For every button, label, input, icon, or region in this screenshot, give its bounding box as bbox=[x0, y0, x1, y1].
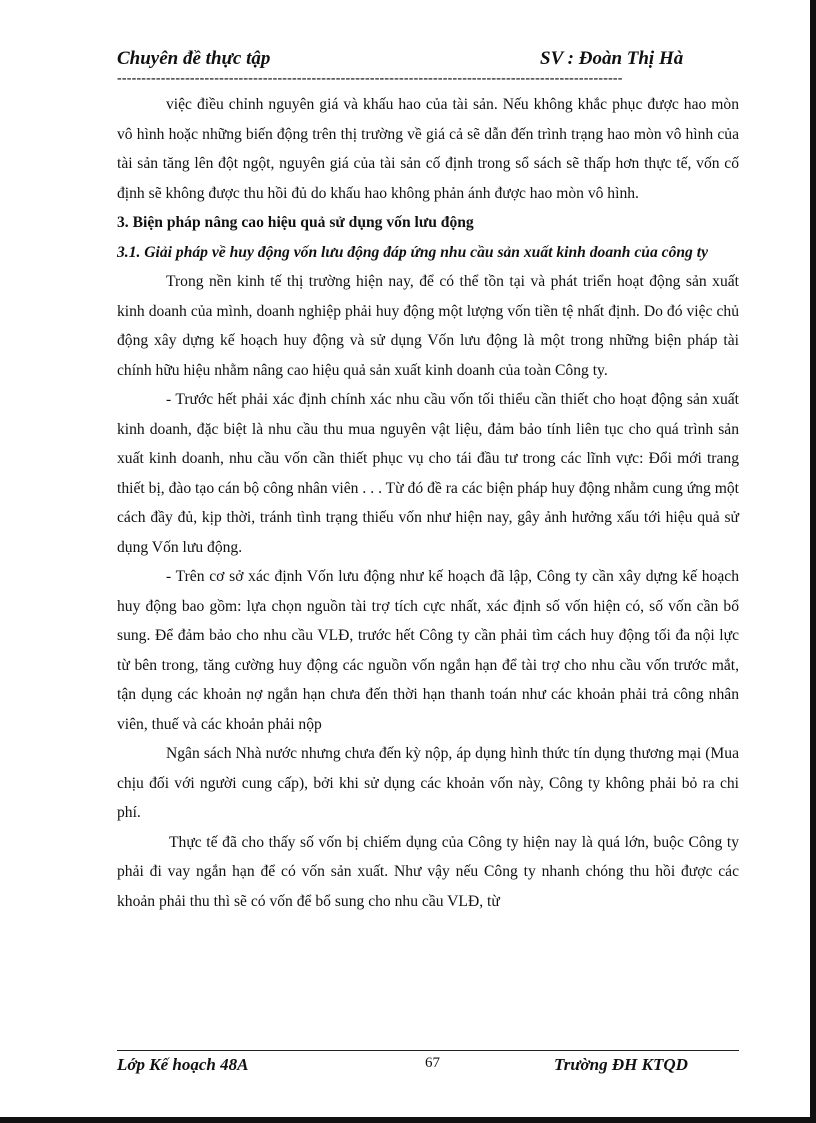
page-footer bbox=[117, 1055, 739, 1079]
paragraph: Ngân sách Nhà nước nhưng chưa đến kỳ nộp, áp dụng hình thức tín dụng thương mại (Mua chịu đối với người cung cấp), bởi khi sử dụng các khoản vốn này, Công ty không phải bỏ ra chi phí. bbox=[117, 745, 739, 821]
paragraph: Trong nền kinh tế thị trường hiện nay, để có thể tồn tại và phát triển hoạt động sản xuất kinh doanh của mình, doanh nghiệp phải huy động một lượng vốn tiền tệ nhất định. Do đó việc chủ động xây dựng kế hoạch huy động và sử dụng Vốn lưu động là một trong những biện pháp tài chính hữu hiệu nhằm nâng cao hiệu quả sản xuất kinh doanh của toàn Công ty. bbox=[117, 273, 739, 379]
header-dashed-rule: -------------------------------------------------------------------------------------------------------- bbox=[117, 72, 623, 86]
section-heading-3: 3. Biện pháp nâng cao hiệu quả sử dụng vốn lưu động bbox=[117, 214, 474, 231]
footer-school: Trường ĐH KTQD bbox=[554, 1055, 688, 1074]
footer-rule bbox=[117, 1050, 739, 1051]
paragraph-bullet: - Trên cơ sở xác định Vốn lưu động như kế hoạch đã lập, Công ty cần xây dựng kế hoạch huy động bao gồm: lựa chọn nguồn tài trợ tích cực nhất, xác định số vốn hiện có, số vốn cần bổ sung. Để đảm bảo cho nhu cầu VLĐ, trước hết Công ty cần phải tìm cách huy động tối đa nội lực từ bên trong, tăng cường huy động các nguồn vốn ngắn hạn để tài trợ cho nhu cầu vốn trước mắt, tận dụng các khoản nợ ngắn hạn chưa đến thời hạn thanh toán như các khoản phải trả công nhân viên, thuế và các khoản phải nộp bbox=[117, 568, 739, 733]
section-heading-3-1: 3.1. Giải pháp về huy động vốn lưu động đáp ứng nhu cầu sản xuất kinh doanh của công ty bbox=[117, 243, 709, 261]
header-topic: Chuyên đề thực tập bbox=[117, 48, 271, 69]
header-student: SV : Đoàn Thị Hà bbox=[540, 48, 684, 69]
footer-class: Lớp Kế hoạch 48A bbox=[117, 1055, 249, 1074]
paragraph-bullet: - Trước hết phải xác định chính xác nhu cầu vốn tối thiểu cần thiết cho hoạt động sản xuất kinh doanh, đặc biệt là nhu cầu thu mua nguyên vật liệu, đảm bảo tính liên tục cho quá trình sản xuất kinh doanh, nhu cầu vốn cần thiết phục vụ cho tái đầu tư trong các lĩnh vực: Đổi mới trang thiết bị, đào tạo cán bộ công nhân viên . . . Từ đó đề ra các biện pháp huy động nhằm cung ứng một cách đầy đủ, kịp thời, tránh tình trạng thiếu vốn như hiện nay, gây ảnh hưởng xấu tới hiệu quả sử dụng Vốn lưu động. bbox=[117, 391, 739, 556]
paragraph-continued: việc điều chỉnh nguyên giá và khấu hao của tài sản. Nếu không khắc phục được hao mòn vô hình hoặc những biến động trên thị trường về giá cả sẽ dẫn đến trình trạng hao mòn vô hình của tài sản tăng lên đột ngột, nguyên giá của tài sản cố định trong sổ sách sẽ thấp hơn thực tế, vốn cố định sẽ không được thu hồi đủ do khấu hao không phản ánh được hao mòn vô hình. bbox=[117, 96, 739, 202]
paragraph: Thực tế đã cho thấy số vốn bị chiếm dụng của Công ty hiện nay là quá lớn, buộc Công ty phải đi vay ngắn hạn để có vốn sản xuất. Như vậy nếu Công ty nhanh chóng thu hồi được các khoản phải thu thì sẽ có vốn để bổ sung cho nhu cầu VLĐ, từ bbox=[117, 833, 739, 910]
document-body bbox=[117, 90, 739, 916]
page-number: 67 bbox=[425, 1055, 440, 1071]
